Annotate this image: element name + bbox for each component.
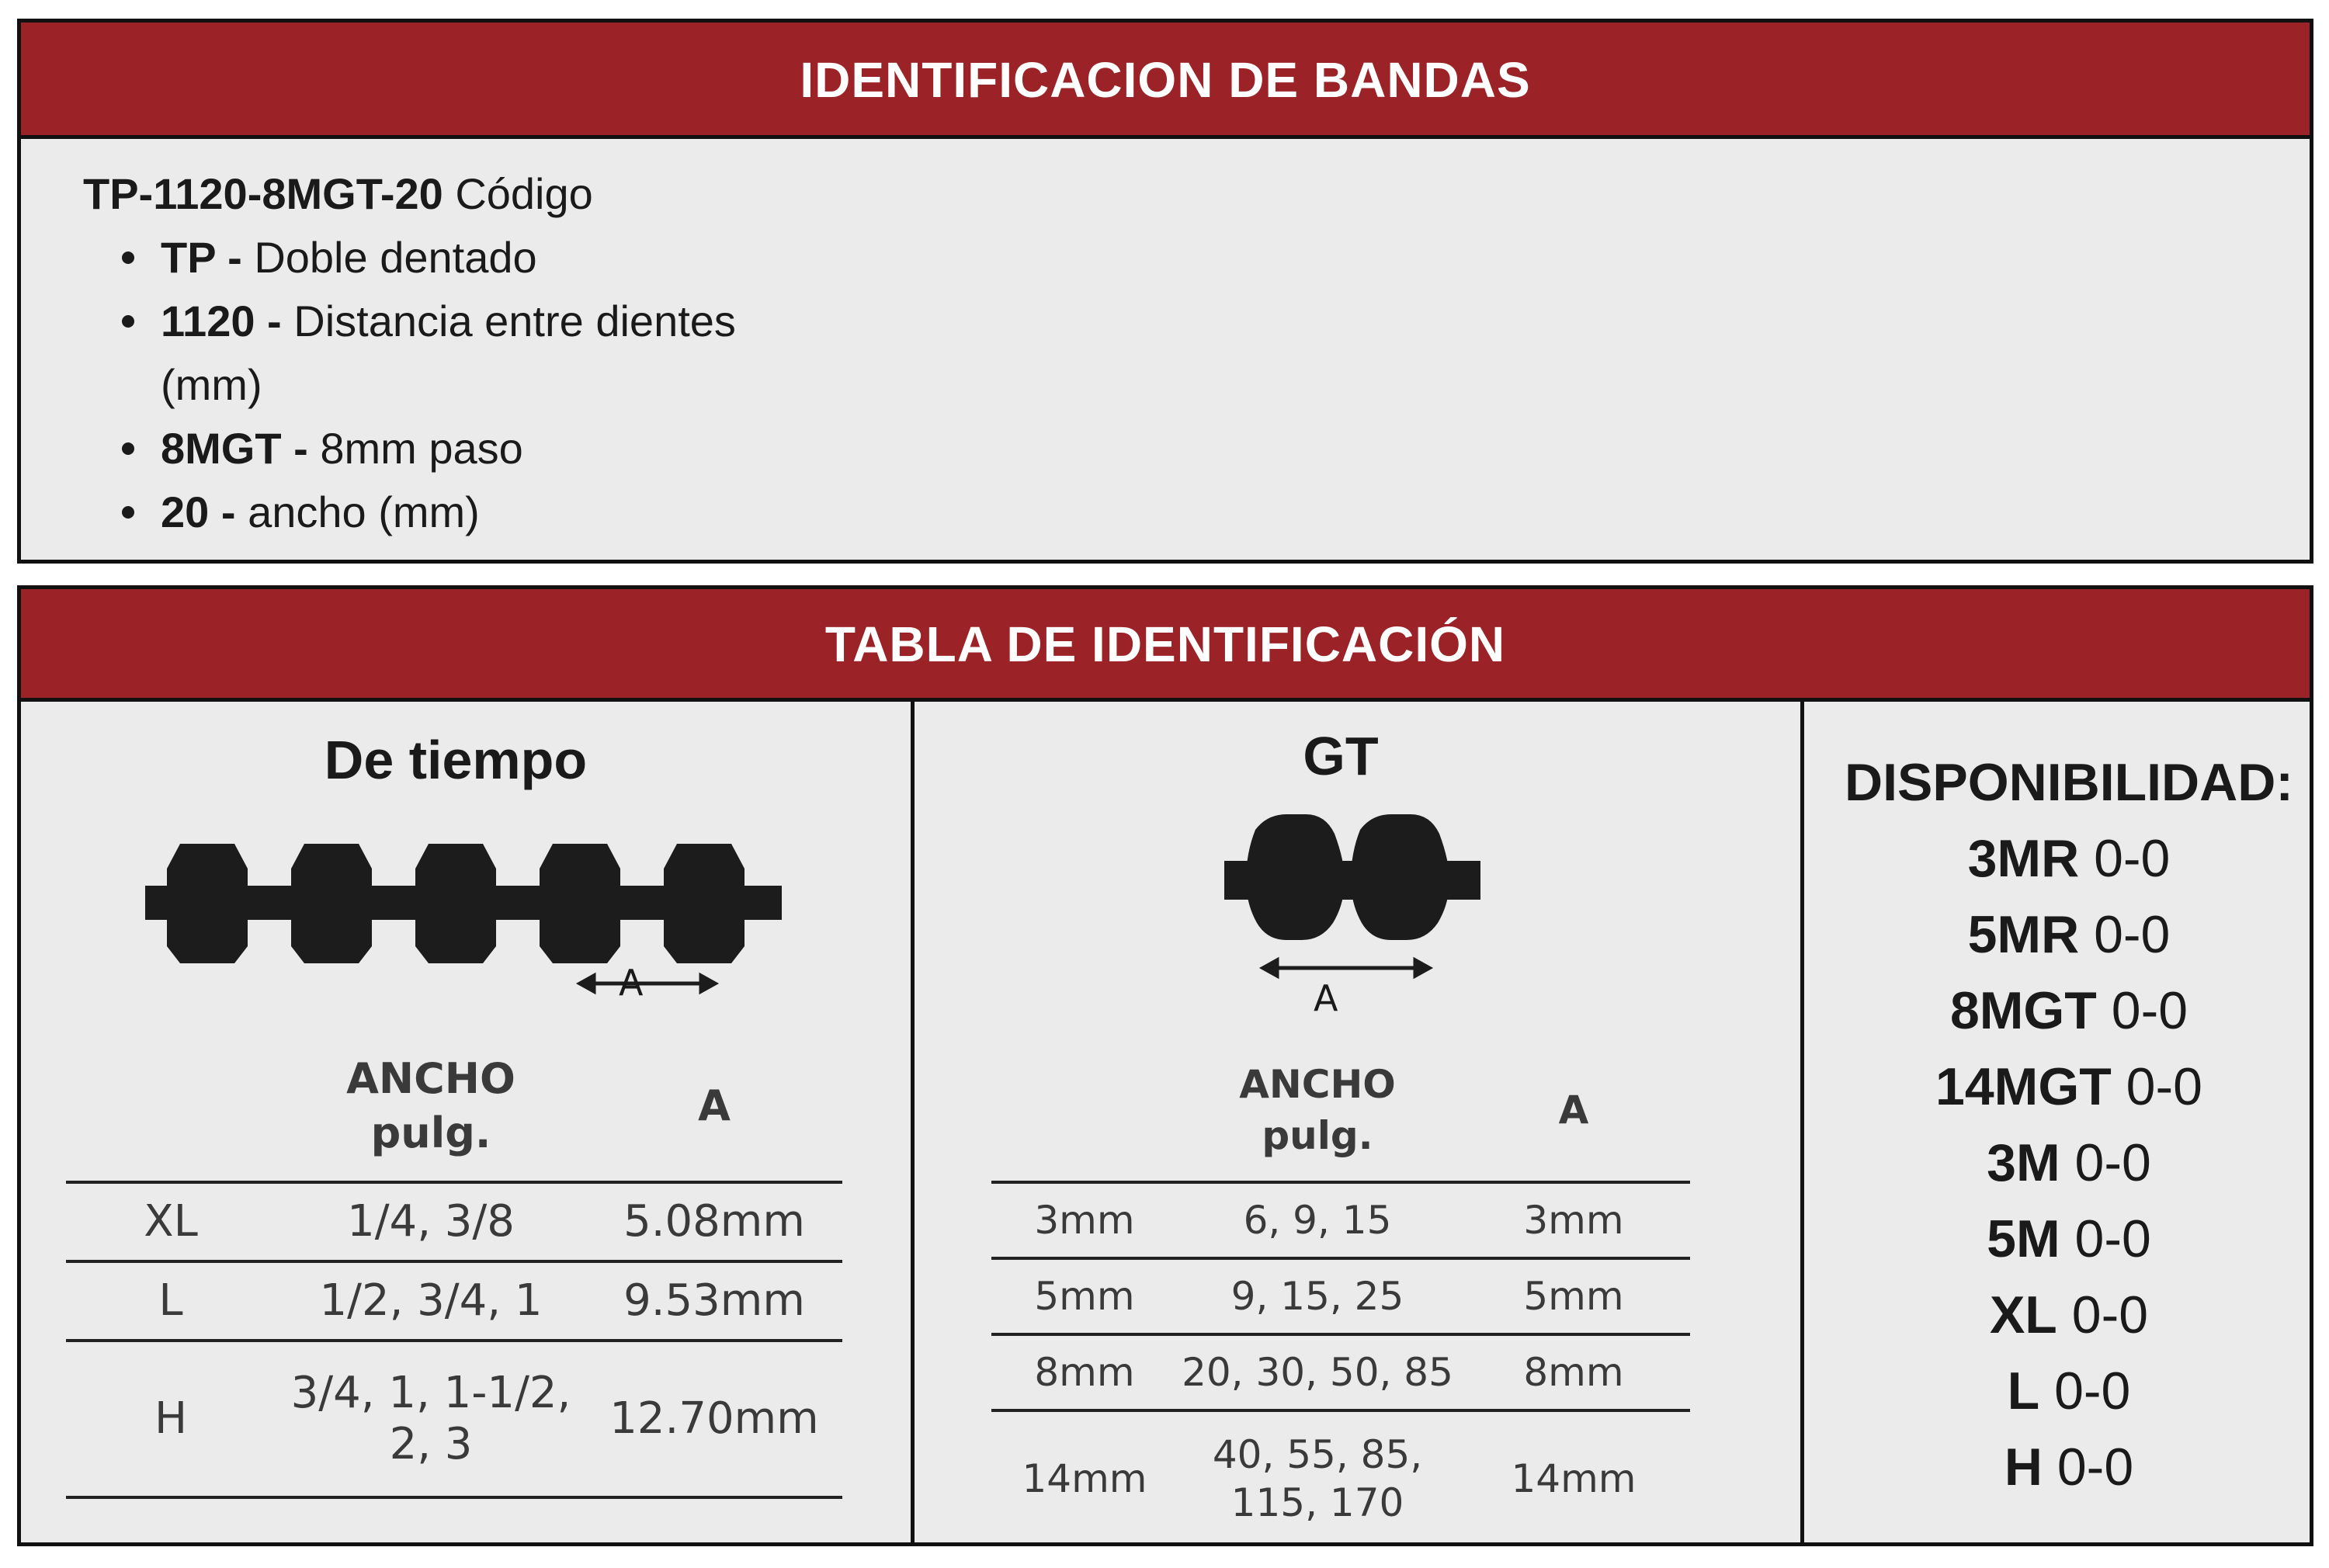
dimension-a-label: A xyxy=(619,962,644,1004)
item-value: 0-0 xyxy=(2094,829,2171,888)
item-desc: ancho (mm) xyxy=(248,487,480,536)
list-item xyxy=(161,417,844,480)
item-name: XL xyxy=(1989,1285,2057,1344)
cell-ancho: 1/4, 3/8 xyxy=(347,1196,515,1247)
cell-ancho: 20, 30, 50, 85 xyxy=(1182,1350,1453,1395)
cell-ancho: 3/4, 1, 1-1/2, 2, 3 xyxy=(290,1368,571,1469)
identification-table-panel xyxy=(17,585,2313,1546)
code-label: Código xyxy=(455,169,593,218)
header-ancho-line2: pulg. xyxy=(1262,1113,1373,1158)
availability-title: DISPONIBILIDAD: xyxy=(1845,753,2293,812)
cell-a: 8mm xyxy=(1523,1350,1624,1395)
availability-item xyxy=(1821,1125,2317,1201)
header-a: A xyxy=(1558,1088,1589,1133)
availability-item xyxy=(1821,1201,2317,1277)
identification-panel xyxy=(17,19,2313,564)
item-name: 3M xyxy=(1987,1133,2060,1192)
cell-type: L xyxy=(158,1275,183,1326)
cell-ancho: 6, 9, 15 xyxy=(1243,1198,1392,1243)
table-header-row xyxy=(66,1032,842,1182)
cell-type: 3mm xyxy=(1034,1198,1135,1243)
identification-title: IDENTIFICACION DE BANDAS xyxy=(21,23,2310,139)
list-item xyxy=(161,226,844,290)
item-key: 1120 - xyxy=(161,297,282,345)
cell-a: 5.08mm xyxy=(623,1196,805,1247)
code-line xyxy=(83,162,844,226)
table-row xyxy=(991,1410,1690,1545)
header-type xyxy=(66,1032,276,1182)
timing-belt-illustration xyxy=(130,814,797,1001)
item-value: 0-0 xyxy=(2094,905,2171,964)
availability-item xyxy=(1821,1429,2317,1505)
cell-a: 9.53mm xyxy=(623,1275,805,1326)
item-name: 5MR xyxy=(1967,905,2080,964)
code-parts-list xyxy=(83,226,844,544)
availability-item xyxy=(1821,1277,2317,1353)
gt-belt-illustration xyxy=(1209,799,1488,985)
cell-ancho: 1/2, 3/4, 1 xyxy=(319,1275,543,1326)
availability-item xyxy=(1821,1049,2317,1125)
de-tiempo-title: De tiempo xyxy=(324,730,588,790)
table-section-title: TABLA DE IDENTIFICACIÓN xyxy=(21,589,2310,702)
item-desc: Doble dentado xyxy=(254,233,537,282)
item-name: H xyxy=(2004,1438,2043,1497)
code-value: TP-1120-8MGT-20 xyxy=(83,169,443,218)
code-description xyxy=(83,162,844,544)
item-name: 8MGT xyxy=(1949,981,2097,1040)
table-row xyxy=(66,1261,842,1341)
table-header-row xyxy=(991,1039,1690,1182)
item-name: 3MR xyxy=(1967,829,2080,888)
cell-type: 14mm xyxy=(1022,1456,1147,1501)
table-row xyxy=(66,1341,842,1497)
item-key: 8MGT - xyxy=(161,424,308,473)
item-name: 14MGT xyxy=(1935,1057,2112,1116)
header-ancho xyxy=(1178,1039,1457,1182)
table-row xyxy=(991,1182,1690,1258)
cell-a: 3mm xyxy=(1523,1198,1624,1243)
item-value: 0-0 xyxy=(2126,1057,2202,1116)
availability-list xyxy=(1821,744,2317,1505)
cell-a: 5mm xyxy=(1523,1274,1624,1319)
item-value: 0-0 xyxy=(2074,1133,2151,1192)
header-ancho xyxy=(276,1032,586,1182)
availability-item xyxy=(1821,820,2317,897)
item-value: 0-0 xyxy=(2074,1209,2151,1268)
item-name: 5M xyxy=(1987,1209,2060,1268)
table-row xyxy=(66,1182,842,1261)
timing-belt-table xyxy=(66,1032,842,1499)
availability-item xyxy=(1821,897,2317,973)
header-ancho-line2: pulg. xyxy=(370,1108,491,1157)
item-value: 0-0 xyxy=(2071,1285,2149,1344)
item-desc: Distancia entre dientes (mm) xyxy=(161,297,736,409)
item-value: 0-0 xyxy=(2057,1438,2134,1497)
item-name: L xyxy=(2007,1362,2040,1421)
cell-ancho: 9, 15, 25 xyxy=(1230,1274,1404,1319)
cell-type: H xyxy=(154,1393,188,1444)
list-item xyxy=(161,290,844,417)
item-key: 20 - xyxy=(161,487,236,536)
availability-item xyxy=(1821,973,2317,1049)
cell-type: XL xyxy=(144,1196,198,1247)
cell-a: 14mm xyxy=(1511,1456,1637,1501)
cell-a: 12.70mm xyxy=(609,1393,819,1444)
gt-dimension-a-label: A xyxy=(1314,977,1338,1019)
column-divider xyxy=(1800,702,1804,1542)
cell-type: 5mm xyxy=(1034,1274,1135,1319)
item-value: 0-0 xyxy=(2054,1362,2131,1421)
header-ancho-line1: ANCHO xyxy=(346,1054,515,1103)
item-desc: 8mm paso xyxy=(320,424,523,473)
header-type xyxy=(991,1039,1178,1182)
header-a: A xyxy=(698,1081,731,1130)
list-item xyxy=(161,480,844,544)
table-row xyxy=(991,1258,1690,1334)
cell-ancho: 40, 55, 85, 115, 170 xyxy=(1212,1432,1423,1525)
gt-belt-table xyxy=(991,1039,1690,1545)
availability-item xyxy=(1821,1353,2317,1429)
cell-type: 8mm xyxy=(1034,1350,1135,1395)
table-row xyxy=(991,1334,1690,1410)
header-ancho-line1: ANCHO xyxy=(1239,1062,1396,1107)
gt-title: GT xyxy=(1303,726,1379,786)
column-divider xyxy=(911,702,915,1542)
item-value: 0-0 xyxy=(2111,981,2188,1040)
item-key: TP - xyxy=(161,233,242,282)
